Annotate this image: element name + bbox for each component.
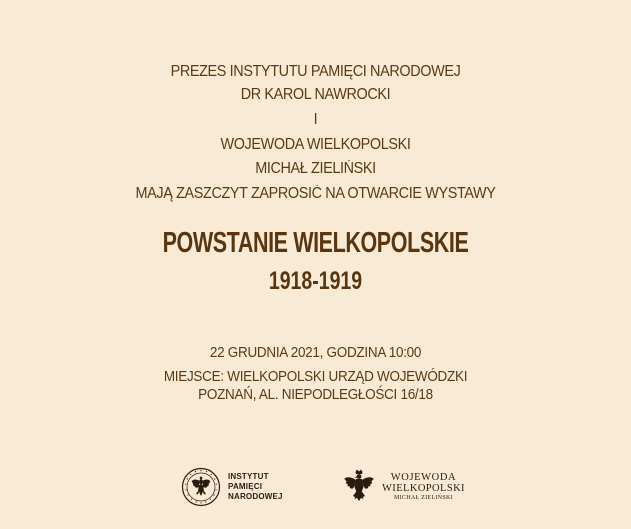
exhibition-years: 1918-1919 [268, 267, 363, 295]
ipn-logo-line: PAMIĘCI [228, 482, 263, 491]
invitation-phrase: MAJĄ ZASZCZYT ZAPROSIĆ NA OTWARCIE WYSTAWY [135, 185, 496, 202]
event-place: MIEJSCE: WIELKOPOLSKI URZĄD WOJEWÓDZKI [163, 369, 468, 385]
wojewoda-logo-line1: WOJEWODA [390, 472, 457, 483]
ipn-logo-text [228, 472, 283, 502]
wojewoda-logo-line3: MICHAŁ ZIELIŃSKI [394, 495, 453, 501]
host-line-ipn-president: PREZES INSTYTUTU PAMIĘCI NARODOWEJ [170, 63, 461, 80]
wojewoda-logo-text [382, 472, 465, 502]
host-line-ipn-name: DR KAROL NAWROCKI [240, 86, 391, 103]
event-date: 22 GRUDNIA 2021, GODZINA 10:00 [209, 345, 422, 361]
ipn-logo-line: NARODOWEJ [228, 492, 283, 501]
ipn-eagle-seal-icon [181, 467, 221, 507]
wojewoda-logo-line2: WIELKOPOLSKI [382, 483, 465, 494]
ipn-logo-line: INSTYTUT [228, 472, 269, 481]
host-line-voivode-title: WOJEWODA WIELKOPOLSKI [220, 136, 411, 153]
ipn-logo [181, 467, 283, 507]
exhibition-title: POWSTANIE WIELKOPOLSKIE [162, 227, 469, 259]
polish-eagle-icon [342, 468, 376, 506]
wojewoda-logo [342, 468, 465, 506]
event-address: POZNAŃ, AL. NIEPODLEGŁOŚCI 16/18 [198, 387, 433, 403]
host-line-voivode-name: MICHAŁ ZIELIŃSKI [255, 160, 376, 177]
host-line-conjunction: I [313, 111, 318, 128]
